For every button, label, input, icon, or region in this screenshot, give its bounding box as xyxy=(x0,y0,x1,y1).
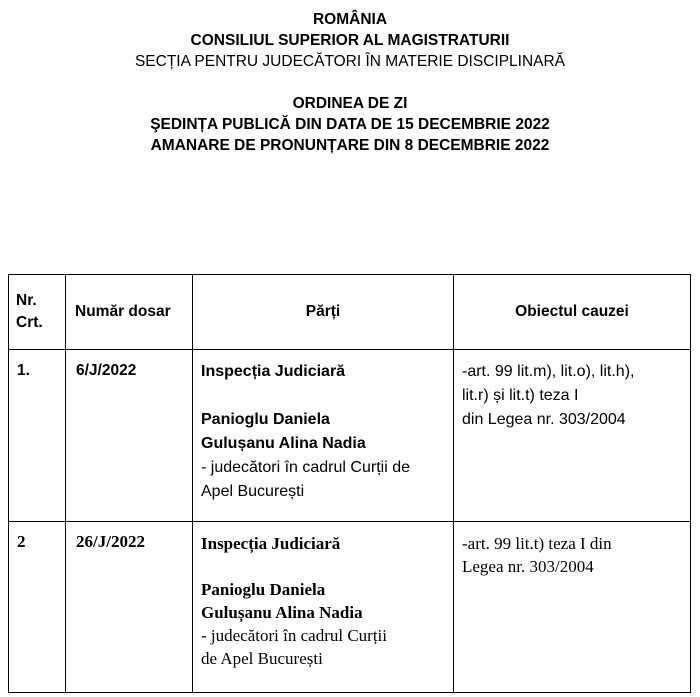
defendant: Gulușanu Alina Nadia xyxy=(201,435,366,452)
defendant-note: de Apel București xyxy=(201,649,323,668)
cell-nr: 2 xyxy=(9,522,66,693)
session-date: ŞEDINȚA PUBLICĂ DIN DATA DE 15 DECEMBRIE 2022 xyxy=(150,116,550,133)
cell-obiect: -art. 99 lit.t) teza I din Legea nr. 303/2004 xyxy=(454,522,691,693)
cell-parti xyxy=(193,522,454,693)
country-heading: ROMÂNIA xyxy=(312,11,388,28)
cell-dosar: 26/J/2022 xyxy=(66,522,193,693)
agenda-title: ORDINEA DE ZI xyxy=(292,95,408,112)
table-row xyxy=(9,350,691,522)
defendant: Panioglu Daniela xyxy=(201,411,330,428)
column-header-obiect: Obiectul cauzei xyxy=(454,275,691,350)
cell-obiect: -art. 99 lit.m), lit.o), lit.h), lit.r) și lit.t) teza I din Legea nr. 303/2004 xyxy=(454,350,691,522)
cell-parti xyxy=(193,350,454,522)
column-header-nr: Nr. Crt. xyxy=(9,275,66,350)
institution-heading: CONSILIUL SUPERIOR AL MAGISTRATURII xyxy=(190,32,510,49)
plaintiff: Inspecția Judiciară xyxy=(201,534,341,553)
defendant: Gulușanu Alina Nadia xyxy=(201,603,363,622)
agenda-table xyxy=(8,274,691,693)
column-header-parti: Părți xyxy=(193,275,454,350)
column-header-dosar: Număr dosar xyxy=(66,275,193,350)
postponement-date: AMANARE DE PRONUNȚARE DIN 8 DECEMBRIE 2022 xyxy=(150,137,550,154)
defendant-note: - judecători în cadrul Curții de xyxy=(201,459,410,476)
defendant-note: - judecători în cadrul Curții xyxy=(201,626,387,645)
document-header xyxy=(0,9,700,156)
table-header-row xyxy=(9,275,691,350)
cell-nr: 1. xyxy=(9,350,66,522)
cell-dosar: 6/J/2022 xyxy=(66,350,193,522)
plaintiff: Inspecția Judiciară xyxy=(201,363,346,380)
defendant-note: Apel București xyxy=(201,483,305,500)
section-heading: SECȚIA PENTRU JUDECĂTORI ÎN MATERIE DISCIPLINARĂ xyxy=(134,53,566,70)
defendant: Panioglu Daniela xyxy=(201,580,326,599)
table-row xyxy=(9,522,691,693)
